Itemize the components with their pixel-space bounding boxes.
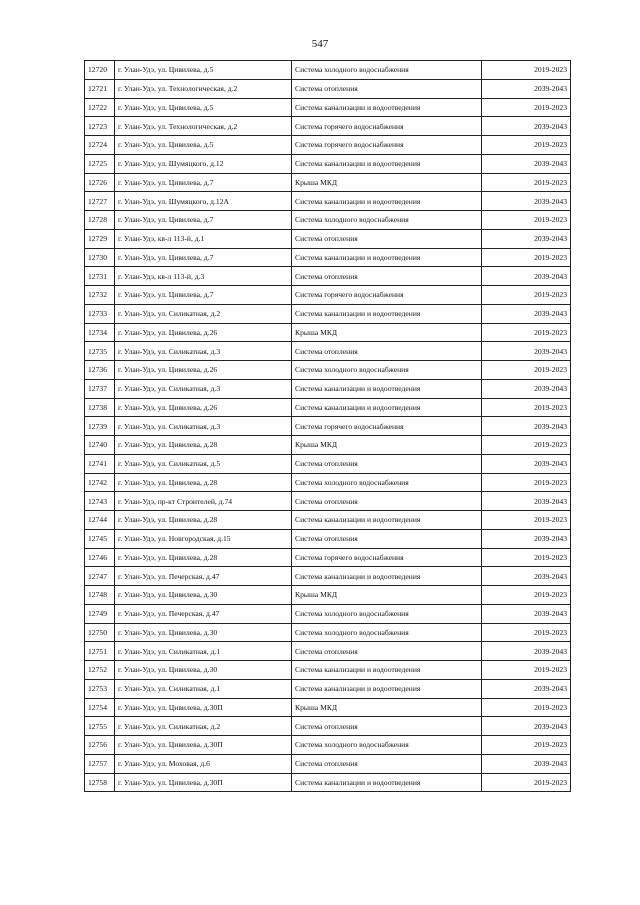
row-number-cell: 12724	[85, 136, 115, 155]
system-cell: Система отопления	[292, 492, 482, 511]
system-cell: Система горячего водоснабжения	[292, 548, 482, 567]
period-cell: 2019-2023	[482, 586, 571, 605]
row-number-cell: 12730	[85, 248, 115, 267]
address-cell: г. Улан-Удэ, ул. Цивилева, д.26	[115, 323, 292, 342]
table-row	[85, 511, 571, 530]
registry-table-body	[85, 61, 571, 792]
table-row	[85, 473, 571, 492]
row-number-cell: 12751	[85, 642, 115, 661]
period-cell: 2039-2043	[482, 454, 571, 473]
row-number-cell: 12734	[85, 323, 115, 342]
table-row	[85, 267, 571, 286]
address-cell: г. Улан-Удэ, ул. Силикатная, д.2	[115, 304, 292, 323]
table-row	[85, 323, 571, 342]
address-cell: г. Улан-Удэ, ул. Силикатная, д.2	[115, 717, 292, 736]
table-row	[85, 773, 571, 792]
address-cell: г. Улан-Удэ, ул. Технологическая, д.2	[115, 79, 292, 98]
row-number-cell: 12752	[85, 661, 115, 680]
address-cell: г. Улан-Удэ, ул. Цивилева, д.28	[115, 436, 292, 455]
table-row	[85, 586, 571, 605]
period-cell: 2039-2043	[482, 754, 571, 773]
address-cell: г. Улан-Удэ, ул. Цивилева, д.30П	[115, 773, 292, 792]
period-cell: 2019-2023	[482, 773, 571, 792]
table-row	[85, 304, 571, 323]
table-row	[85, 98, 571, 117]
address-cell: г. Улан-Удэ, ул. Силикатная, д.1	[115, 642, 292, 661]
table-row	[85, 679, 571, 698]
period-cell: 2019-2023	[482, 436, 571, 455]
address-cell: г. Улан-Удэ, ул. Цивилева, д.28	[115, 548, 292, 567]
row-number-cell: 12735	[85, 342, 115, 361]
system-cell: Система горячего водоснабжения	[292, 117, 482, 136]
period-cell: 2039-2043	[482, 492, 571, 511]
system-cell: Система отопления	[292, 717, 482, 736]
system-cell: Система отопления	[292, 529, 482, 548]
row-number-cell: 12728	[85, 211, 115, 230]
row-number-cell: 12741	[85, 454, 115, 473]
row-number-cell: 12757	[85, 754, 115, 773]
system-cell: Система канализации и водоотведения	[292, 773, 482, 792]
row-number-cell: 12749	[85, 604, 115, 623]
period-cell: 2039-2043	[482, 642, 571, 661]
row-number-cell: 12742	[85, 473, 115, 492]
address-cell: г. Улан-Удэ, ул. Шумяцкого, д.12А	[115, 192, 292, 211]
address-cell: г. Улан-Удэ, ул. Новгородская, д.15	[115, 529, 292, 548]
table-row	[85, 192, 571, 211]
table-row	[85, 548, 571, 567]
period-cell: 2039-2043	[482, 379, 571, 398]
system-cell: Система канализации и водоотведения	[292, 511, 482, 530]
period-cell: 2039-2043	[482, 229, 571, 248]
period-cell: 2019-2023	[482, 473, 571, 492]
period-cell: 2039-2043	[482, 304, 571, 323]
period-cell: 2019-2023	[482, 173, 571, 192]
row-number-cell: 12725	[85, 154, 115, 173]
system-cell: Система отопления	[292, 229, 482, 248]
table-row	[85, 211, 571, 230]
address-cell: г. Улан-Удэ, ул. Технологическая, д.2	[115, 117, 292, 136]
system-cell: Крыша МКД	[292, 436, 482, 455]
period-cell: 2019-2023	[482, 323, 571, 342]
page-number: 547	[311, 38, 329, 50]
row-number-cell: 12747	[85, 567, 115, 586]
table-row	[85, 154, 571, 173]
period-cell: 2039-2043	[482, 79, 571, 98]
system-cell: Система канализации и водоотведения	[292, 192, 482, 211]
table-row	[85, 604, 571, 623]
row-number-cell: 12755	[85, 717, 115, 736]
system-cell: Система канализации и водоотведения	[292, 567, 482, 586]
row-number-cell: 12738	[85, 398, 115, 417]
row-number-cell: 12722	[85, 98, 115, 117]
row-number-cell: 12731	[85, 267, 115, 286]
address-cell: г. Улан-Удэ, ул. Цивилева, д.30П	[115, 736, 292, 755]
row-number-cell: 12721	[85, 79, 115, 98]
address-cell: г. Улан-Удэ, ул. Силикатная, д.5	[115, 454, 292, 473]
table-row	[85, 454, 571, 473]
period-cell: 2039-2043	[482, 192, 571, 211]
period-cell: 2039-2043	[482, 267, 571, 286]
row-number-cell: 12754	[85, 698, 115, 717]
system-cell: Система отопления	[292, 454, 482, 473]
address-cell: г. Улан-Удэ, кв-л 113-й, д.3	[115, 267, 292, 286]
address-cell: г. Улан-Удэ, ул. Цивилева, д.7	[115, 286, 292, 305]
address-cell: г. Улан-Удэ, ул. Цивилева, д.7	[115, 211, 292, 230]
address-cell: г. Улан-Удэ, ул. Цивилева, д.30	[115, 623, 292, 642]
system-cell: Система канализации и водоотведения	[292, 154, 482, 173]
period-cell: 2019-2023	[482, 398, 571, 417]
system-cell: Система холодного водоснабжения	[292, 736, 482, 755]
address-cell: г. Улан-Удэ, ул. Печерская, д.47	[115, 567, 292, 586]
period-cell: 2019-2023	[482, 361, 571, 380]
period-cell: 2019-2023	[482, 136, 571, 155]
row-number-cell: 12726	[85, 173, 115, 192]
period-cell: 2019-2023	[482, 511, 571, 530]
period-cell: 2039-2043	[482, 117, 571, 136]
period-cell: 2019-2023	[482, 736, 571, 755]
system-cell: Система холодного водоснабжения	[292, 61, 482, 80]
system-cell: Система горячего водоснабжения	[292, 286, 482, 305]
table-row	[85, 642, 571, 661]
address-cell: г. Улан-Удэ, ул. Цивилева, д.30П	[115, 698, 292, 717]
system-cell: Система канализации и водоотведения	[292, 304, 482, 323]
table-row	[85, 736, 571, 755]
row-number-cell: 12753	[85, 679, 115, 698]
table-row	[85, 286, 571, 305]
address-cell: г. Улан-Удэ, ул. Печерская, д.47	[115, 604, 292, 623]
address-cell: г. Улан-Удэ, ул. Цивилева, д.28	[115, 511, 292, 530]
table-row	[85, 436, 571, 455]
system-cell: Система отопления	[292, 79, 482, 98]
row-number-cell: 12720	[85, 61, 115, 80]
period-cell: 2019-2023	[482, 61, 571, 80]
system-cell: Система канализации и водоотведения	[292, 661, 482, 680]
system-cell: Система отопления	[292, 642, 482, 661]
row-number-cell: 12733	[85, 304, 115, 323]
system-cell: Система холодного водоснабжения	[292, 211, 482, 230]
table-row	[85, 342, 571, 361]
period-cell: 2039-2043	[482, 604, 571, 623]
period-cell: 2039-2043	[482, 342, 571, 361]
row-number-cell: 12729	[85, 229, 115, 248]
period-cell: 2019-2023	[482, 698, 571, 717]
address-cell: г. Улан-Удэ, ул. Силикатная, д.3	[115, 379, 292, 398]
row-number-cell: 12758	[85, 773, 115, 792]
table-row	[85, 61, 571, 80]
system-cell: Система отопления	[292, 267, 482, 286]
table-row	[85, 717, 571, 736]
row-number-cell: 12745	[85, 529, 115, 548]
address-cell: г. Улан-Удэ, ул. Силикатная, д.1	[115, 679, 292, 698]
table-row	[85, 361, 571, 380]
period-cell: 2039-2043	[482, 154, 571, 173]
period-cell: 2019-2023	[482, 286, 571, 305]
table-row	[85, 754, 571, 773]
row-number-cell: 12737	[85, 379, 115, 398]
table-row	[85, 79, 571, 98]
period-cell: 2019-2023	[482, 248, 571, 267]
period-cell: 2019-2023	[482, 623, 571, 642]
address-cell: г. Улан-Удэ, ул. Цивилева, д.30	[115, 661, 292, 680]
system-cell: Система горячего водоснабжения	[292, 417, 482, 436]
table-row	[85, 117, 571, 136]
system-cell: Крыша МКД	[292, 173, 482, 192]
address-cell: г. Улан-Удэ, ул. Цивилева, д.7	[115, 173, 292, 192]
system-cell: Система горячего водоснабжения	[292, 136, 482, 155]
table-row	[85, 529, 571, 548]
system-cell: Крыша МКД	[292, 586, 482, 605]
table-row	[85, 379, 571, 398]
table-row	[85, 173, 571, 192]
period-cell: 2019-2023	[482, 661, 571, 680]
system-cell: Система канализации и водоотведения	[292, 98, 482, 117]
system-cell: Система холодного водоснабжения	[292, 361, 482, 380]
row-number-cell: 12756	[85, 736, 115, 755]
address-cell: г. Улан-Удэ, ул. Цивилева, д.26	[115, 398, 292, 417]
period-cell: 2019-2023	[482, 211, 571, 230]
period-cell: 2039-2043	[482, 717, 571, 736]
system-cell: Система холодного водоснабжения	[292, 604, 482, 623]
address-cell: г. Улан-Удэ, ул. Цивилева, д.28	[115, 473, 292, 492]
address-cell: г. Улан-Удэ, ул. Цивилева, д.5	[115, 61, 292, 80]
row-number-cell: 12727	[85, 192, 115, 211]
address-cell: г. Улан-Удэ, ул. Цивилева, д.5	[115, 136, 292, 155]
row-number-cell: 12746	[85, 548, 115, 567]
address-cell: г. Улан-Удэ, ул. Силикатная, д.3	[115, 417, 292, 436]
period-cell: 2039-2043	[482, 567, 571, 586]
system-cell: Система канализации и водоотведения	[292, 248, 482, 267]
period-cell: 2019-2023	[482, 548, 571, 567]
row-number-cell: 12736	[85, 361, 115, 380]
address-cell: г. Улан-Удэ, ул. Цивилева, д.7	[115, 248, 292, 267]
period-cell: 2039-2043	[482, 679, 571, 698]
row-number-cell: 12748	[85, 586, 115, 605]
table-row	[85, 698, 571, 717]
system-cell: Система канализации и водоотведения	[292, 398, 482, 417]
table-row	[85, 567, 571, 586]
address-cell: г. Улан-Удэ, ул. Цивилева, д.26	[115, 361, 292, 380]
system-cell: Система канализации и водоотведения	[292, 379, 482, 398]
system-cell: Система отопления	[292, 754, 482, 773]
row-number-cell: 12723	[85, 117, 115, 136]
row-number-cell: 12740	[85, 436, 115, 455]
row-number-cell: 12739	[85, 417, 115, 436]
period-cell: 2039-2043	[482, 417, 571, 436]
table-row	[85, 136, 571, 155]
table-row	[85, 248, 571, 267]
row-number-cell: 12732	[85, 286, 115, 305]
address-cell: г. Улан-Удэ, ул. Цивилева, д.5	[115, 98, 292, 117]
period-cell: 2039-2043	[482, 529, 571, 548]
table-row	[85, 229, 571, 248]
registry-table	[84, 60, 571, 792]
address-cell: г. Улан-Удэ, кв-л 113-й, д.1	[115, 229, 292, 248]
row-number-cell: 12750	[85, 623, 115, 642]
table-row	[85, 417, 571, 436]
row-number-cell: 12744	[85, 511, 115, 530]
system-cell: Крыша МКД	[292, 323, 482, 342]
table-row	[85, 623, 571, 642]
address-cell: г. Улан-Удэ, ул. Силикатная, д.3	[115, 342, 292, 361]
address-cell: г. Улан-Удэ, ул. Моховая, д.6	[115, 754, 292, 773]
table-row	[85, 398, 571, 417]
system-cell: Система отопления	[292, 342, 482, 361]
system-cell: Система холодного водоснабжения	[292, 623, 482, 642]
system-cell: Система канализации и водоотведения	[292, 679, 482, 698]
row-number-cell: 12743	[85, 492, 115, 511]
address-cell: г. Улан-Удэ, ул. Шумяцкого, д.12	[115, 154, 292, 173]
system-cell: Система холодного водоснабжения	[292, 473, 482, 492]
system-cell: Крыша МКД	[292, 698, 482, 717]
table-row	[85, 661, 571, 680]
address-cell: г. Улан-Удэ, ул. Цивилева, д.30	[115, 586, 292, 605]
address-cell: г. Улан-Удэ, пр-кт Строителей, д.74	[115, 492, 292, 511]
table-row	[85, 492, 571, 511]
period-cell: 2019-2023	[482, 98, 571, 117]
